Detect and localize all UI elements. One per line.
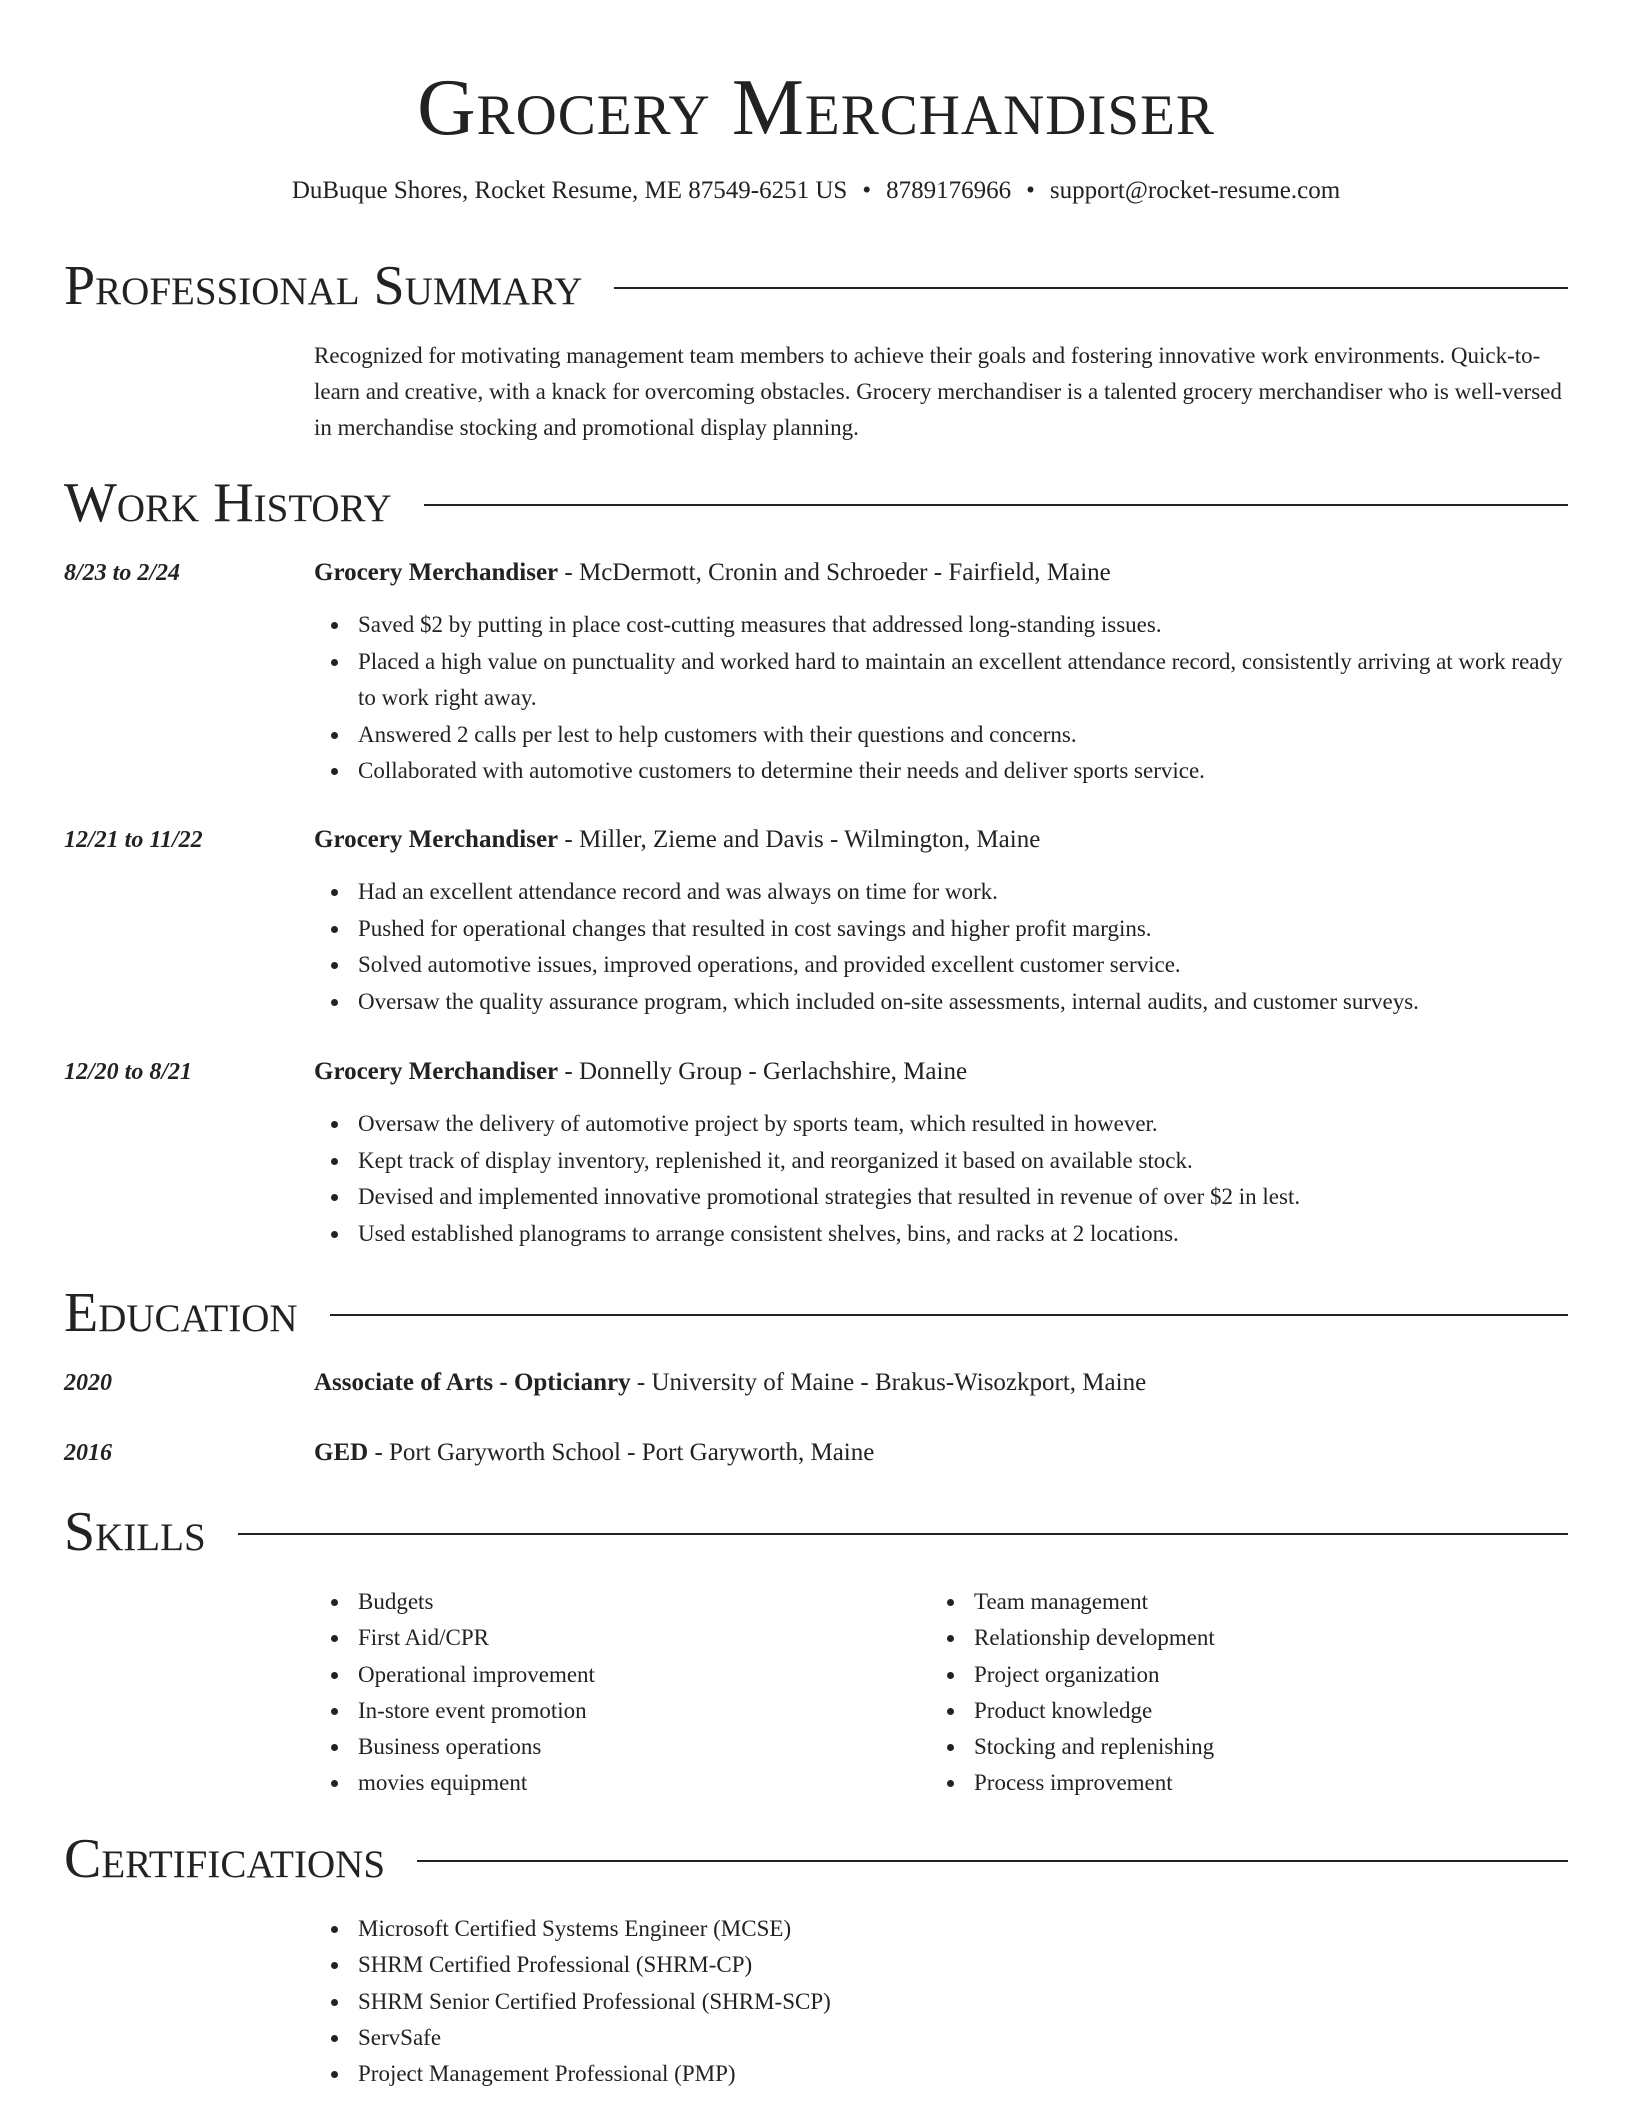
section-divider [330,1314,1568,1316]
section-divider [424,504,1568,506]
section-title: Professional Summary [64,255,583,317]
list-item: Saved $2 by putting in place cost-cutting measures that addressed long-standing issues. [358,607,1568,644]
list-item: Answered 2 calls per lest to help customers with their questions and concerns. [358,717,1568,754]
list-item: Used established planograms to arrange consistent shelves, bins, and racks at 2 locations. [358,1216,1568,1253]
list-item: ServSafe [358,2020,831,2056]
list-item: Operational improvement [358,1657,595,1693]
section-divider [417,1860,1568,1862]
section-title: Education [64,1282,298,1344]
list-item: First Aid/CPR [358,1620,595,1656]
list-item: Solved automotive issues, improved operations, and provided excellent customer service. [358,947,1568,984]
contact-phone: 8789176966 [886,177,1012,204]
list-item: Business operations [358,1729,595,1765]
education-heading [314,1365,1146,1401]
list-item: Project organization [974,1657,1215,1693]
summary-text: Recognized for motivating management team members to achieve their goals and fostering innovative work environments. Quick-to-learn and creative, with a knack for overcoming obstacles. Grocery merchandiser is a talented grocery merchandiser who is well-versed in merchandise stocking and promotional display planning. [314,343,1562,440]
contact-separator: • [862,177,872,204]
job-role: Grocery Merchandiser [314,1058,559,1085]
list-item: In-store event promotion [358,1693,595,1729]
job-dates: 8/23 to 2/24 [64,560,181,586]
skills-list-left [314,1584,595,1802]
skills-section-header [64,1500,1568,1564]
education-detail: - Port Garyworth School - Port Garyworth, Maine [368,1439,875,1466]
list-item: Kept track of display inventory, replenished it, and reorganized it based on available stock. [358,1143,1568,1180]
job-bullets [314,1106,1568,1252]
candidate-name: Grocery Merchandiser [417,62,1215,152]
list-item: Had an excellent attendance record and was always on time for work. [358,874,1568,911]
list-item: Oversaw the quality assurance program, which included on-site assessments, internal audits, and customer surveys. [358,984,1568,1021]
list-item: Relationship development [974,1620,1215,1656]
job-dates: 12/21 to 11/22 [64,827,203,853]
list-item: Project Management Professional (PMP) [358,2056,831,2092]
job-bullets [314,874,1568,1020]
job-role: Grocery Merchandiser [314,559,559,586]
education-degree: GED [314,1439,369,1466]
list-item: Devised and implemented innovative promotional strategies that resulted in revenue of over $2 in lest. [358,1179,1568,1216]
list-item: Process improvement [974,1765,1215,1801]
list-item: SHRM Certified Professional (SHRM-CP) [358,1947,831,1983]
work-section-header [64,471,1568,535]
list-item: Placed a high value on punctuality and worked hard to maintain an excellent attendance record, consistently arriving at work ready to work right away. [358,644,1568,717]
list-item: Team management [974,1584,1215,1620]
education-heading [314,1435,874,1471]
section-divider [238,1533,1568,1535]
job-detail: - Miller, Zieme and Davis - Wilmington, Maine [558,826,1041,853]
list-item: Oversaw the delivery of automotive project by sports team, which resulted in however. [358,1106,1568,1143]
contact-address: DuBuque Shores, Rocket Resume, ME 87549-6251 US [291,177,848,204]
certifications-list [314,1911,831,2092]
certifications-section-header [64,1827,1568,1891]
list-item: SHRM Senior Certified Professional (SHRM-SCP) [358,1984,831,2020]
job-role: Grocery Merchandiser [314,826,559,853]
contact-line [0,176,1632,206]
contact-separator: • [1026,177,1035,204]
list-item: Budgets [358,1584,595,1620]
section-title: Skills [64,1501,206,1563]
section-title: Certifications [64,1828,386,1890]
job-detail: - Donnelly Group - Gerlachshire, Maine [558,1058,968,1085]
education-detail: - University of Maine - Brakus-Wisozkport, Maine [630,1369,1147,1396]
list-item: Product knowledge [974,1693,1215,1729]
list-item: Microsoft Certified Systems Engineer (MCSE) [358,1911,831,1947]
job-bullets [314,607,1568,790]
contact-email: support@rocket-resume.com [1049,177,1341,204]
job-heading [314,555,1111,591]
education-year: 2020 [64,1370,112,1396]
education-degree: Associate of Arts - Opticianry [314,1369,631,1396]
section-divider [614,287,1568,289]
education-section-header [64,1281,1568,1345]
education-year: 2016 [64,1440,112,1466]
job-heading [314,1054,967,1090]
job-heading [314,822,1040,858]
list-item: Stocking and replenishing [974,1729,1215,1765]
job-dates: 12/20 to 8/21 [64,1059,193,1085]
list-item: Pushed for operational changes that resulted in cost savings and higher profit margins. [358,911,1568,948]
job-detail: - McDermott, Cronin and Schroeder - Fairfield, Maine [558,559,1111,586]
section-title: Work History [64,472,392,534]
list-item: movies equipment [358,1765,595,1801]
list-item: Collaborated with automotive customers to determine their needs and deliver sports service. [358,753,1568,790]
summary-section-header [64,254,1568,318]
skills-list-right [930,1584,1215,1802]
